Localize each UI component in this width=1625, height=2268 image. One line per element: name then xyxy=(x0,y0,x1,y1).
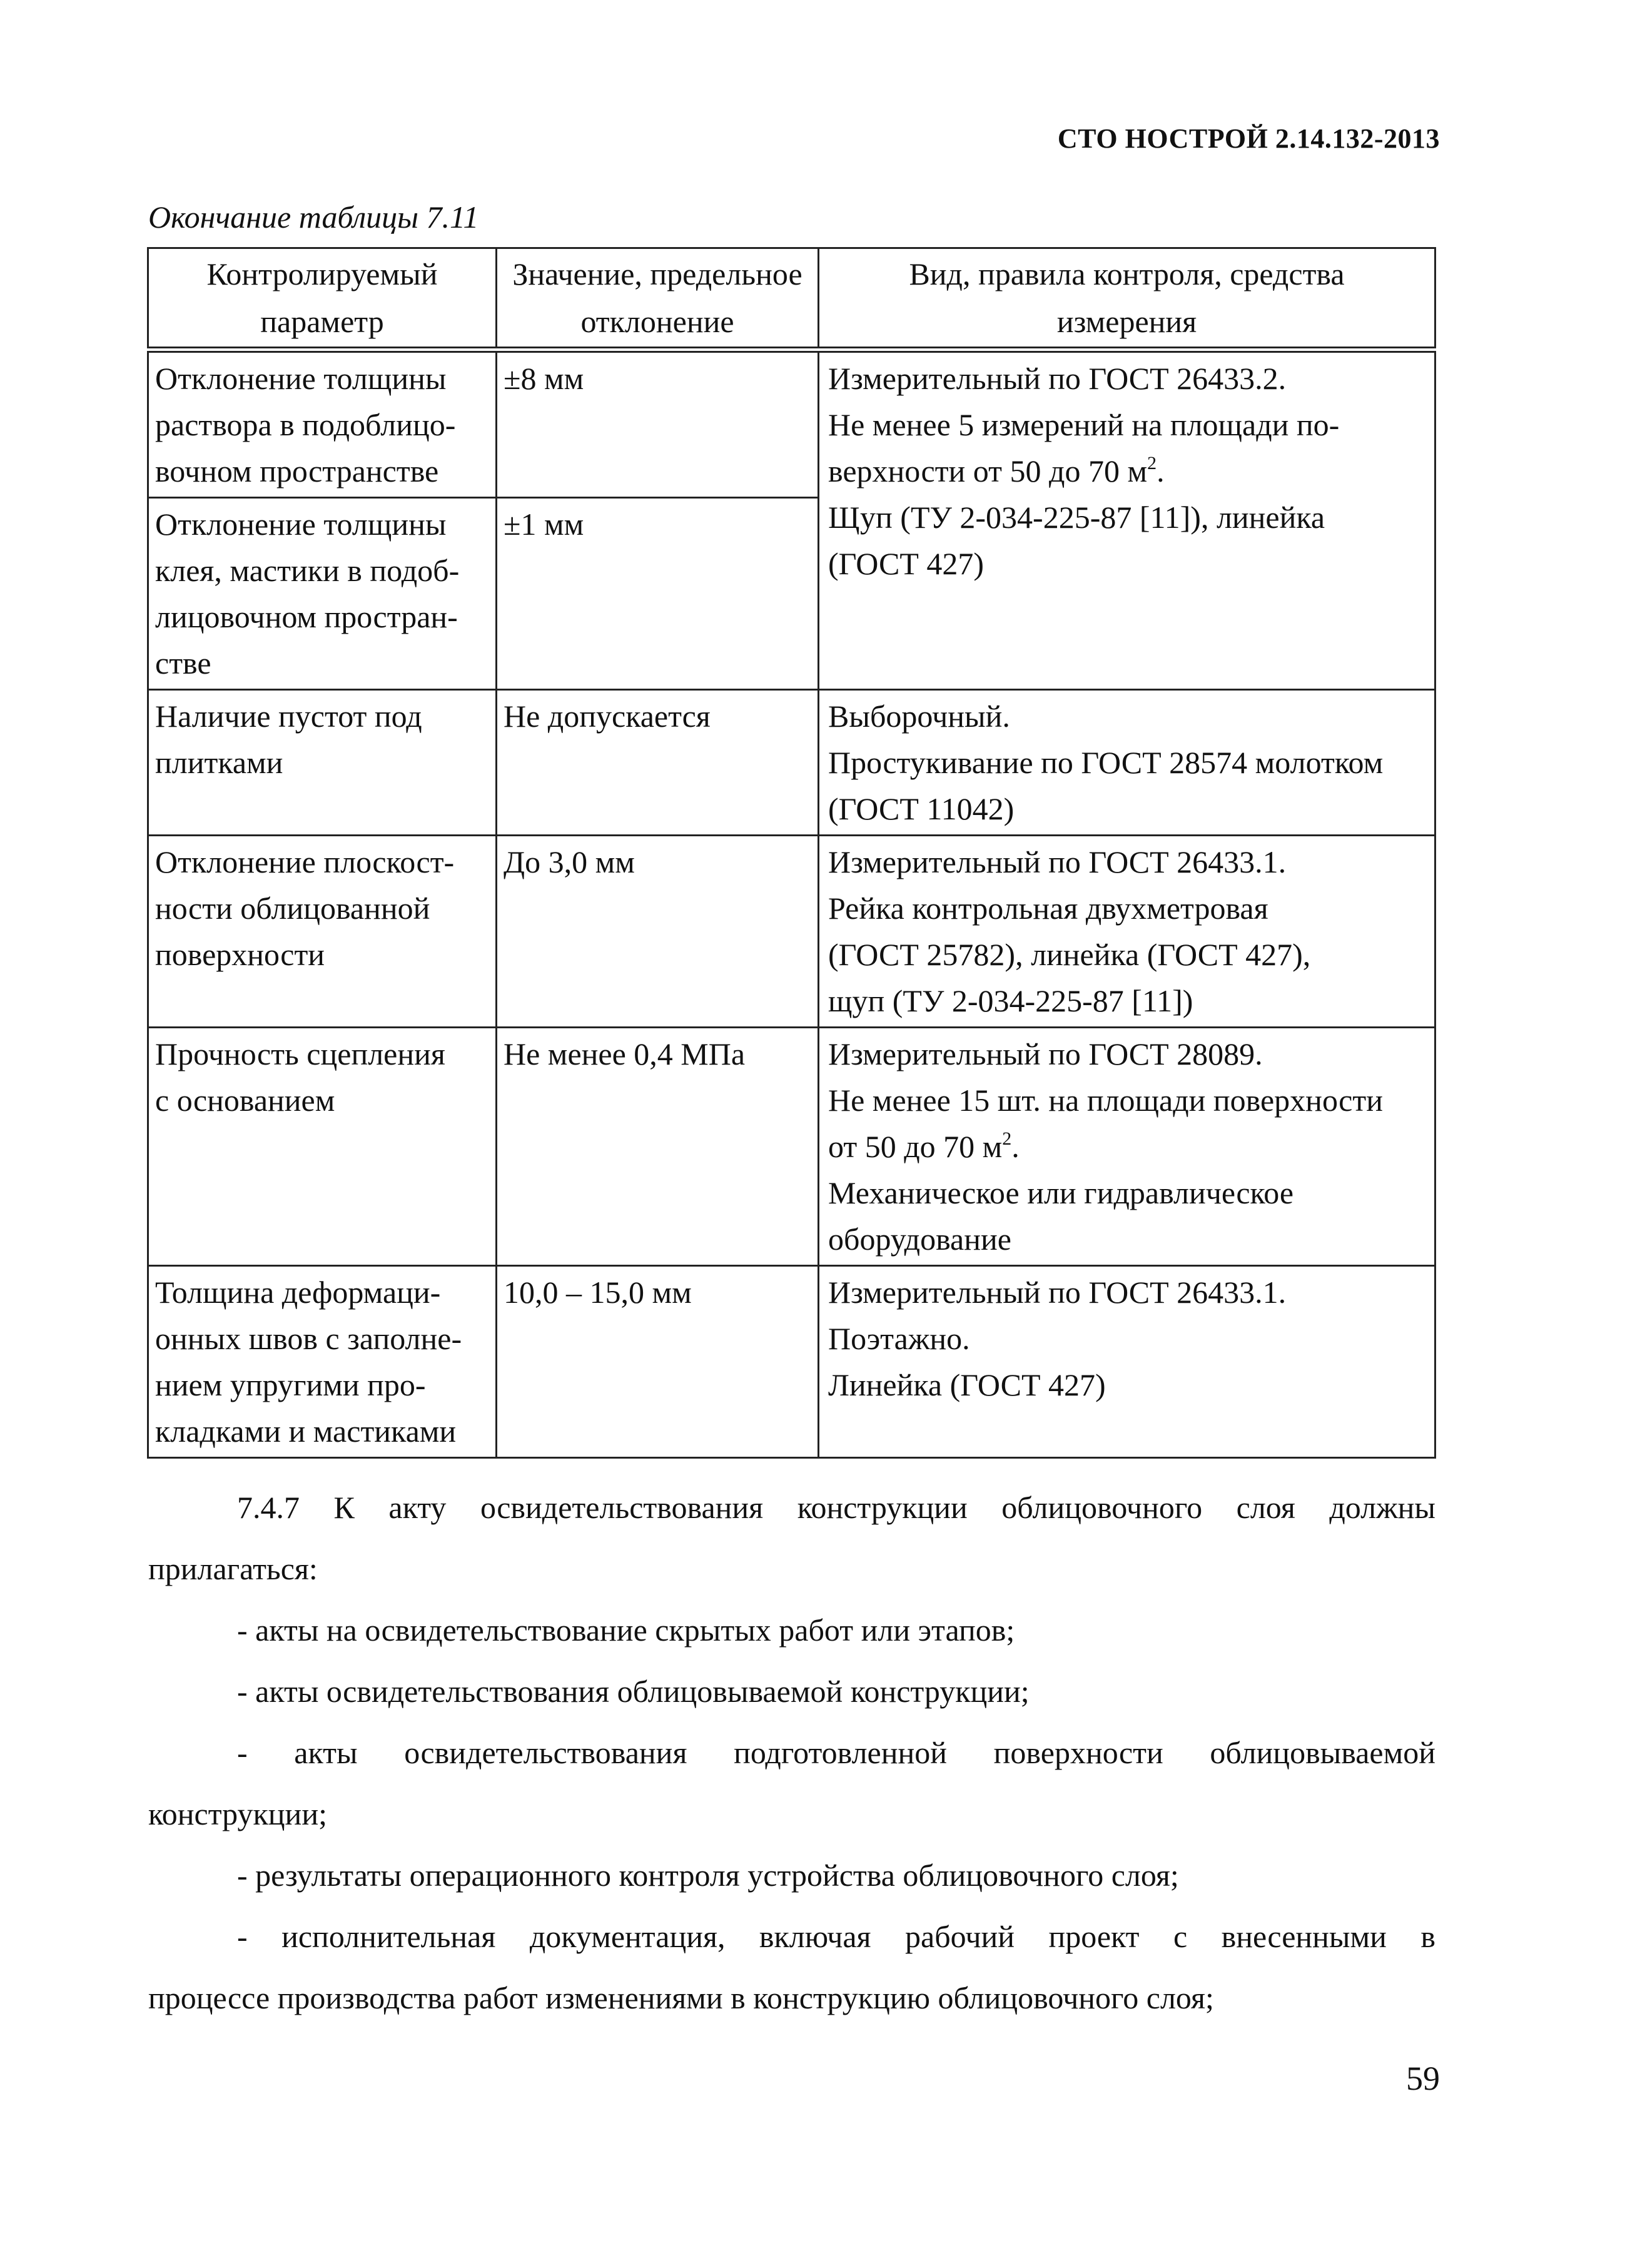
control-table xyxy=(147,247,1436,1459)
header-line: Значение, предельное xyxy=(512,256,802,291)
value-cell xyxy=(497,690,819,836)
superscript: 2 xyxy=(1147,453,1157,473)
cell-line: онных швов с заполне- xyxy=(155,1321,462,1356)
cell-line: кладками и мастиками xyxy=(155,1414,457,1449)
cell-text-tail: . xyxy=(1011,1129,1020,1164)
cell-line: стве xyxy=(155,645,211,681)
text-line: 7.4.7 К акту освидетельствования конструкции облицовочного слоя должны xyxy=(237,1490,1435,1525)
cell-line: Толщина деформаци- xyxy=(155,1275,441,1310)
cell-line: Измерительный по ГОСТ 26433.2. xyxy=(828,361,1287,396)
value-cell xyxy=(497,1028,819,1266)
cell-line: Не менее 0,4 МПа xyxy=(504,1036,746,1071)
cell-line: Отклонение толщины xyxy=(155,507,447,542)
list-item xyxy=(148,1722,1435,1845)
method-cell-merged xyxy=(819,350,1435,690)
cell-line: Не менее 5 измерений на площади по- xyxy=(828,407,1340,442)
cell-line: Поэтажно. xyxy=(828,1321,970,1356)
cell-line: (ГОСТ 427) xyxy=(828,546,985,581)
method-cell xyxy=(819,1266,1435,1458)
column-header-value xyxy=(497,248,819,350)
cell-line: лицовочном простран- xyxy=(155,599,458,634)
table-row xyxy=(148,1266,1435,1458)
param-cell xyxy=(148,836,497,1028)
cell-line: с основанием xyxy=(155,1083,335,1118)
table-row xyxy=(148,690,1435,836)
param-cell xyxy=(148,350,497,498)
value-cell xyxy=(497,1266,819,1458)
method-cell xyxy=(819,1028,1435,1266)
cell-line: Отклонение плоскост- xyxy=(155,844,455,879)
text-line: процессе производства работ изменениями в конструкцию облицовочного слоя; xyxy=(148,1980,1214,2015)
cell-line: Отклонение толщины xyxy=(155,361,447,396)
list-item xyxy=(148,1599,1435,1661)
table-row xyxy=(148,350,1435,498)
cell-line: Не менее 15 шт. на площади поверхности xyxy=(828,1083,1383,1118)
cell-line: ности облицованной xyxy=(155,891,430,926)
table-row xyxy=(148,1028,1435,1266)
cell-line: ±1 мм xyxy=(504,507,584,542)
cell-line: Прочность сцепления xyxy=(155,1036,445,1071)
document-code-header: СТО НОСТРОЙ 2.14.132-2013 xyxy=(1057,123,1440,154)
method-cell xyxy=(819,836,1435,1028)
header-line: отклонение xyxy=(580,304,734,339)
cell-line: (ГОСТ 25782), линейка (ГОСТ 427), xyxy=(828,937,1311,972)
text-line: прилагаться: xyxy=(148,1551,318,1586)
param-cell xyxy=(148,1028,497,1266)
cell-line: Механическое или гидравлическое xyxy=(828,1175,1294,1210)
cell-line: (ГОСТ 11042) xyxy=(828,791,1015,826)
text-line: конструкции; xyxy=(148,1796,327,1831)
text-line: - результаты операционного контроля устройства облицовочного слоя; xyxy=(237,1858,1179,1893)
cell-line: нием упругими про- xyxy=(155,1367,426,1402)
cell-line: Наличие пустот под xyxy=(155,699,422,734)
cell-line: оборудование xyxy=(828,1222,1011,1257)
column-header-method xyxy=(819,248,1435,350)
column-header-parameter xyxy=(148,248,497,350)
body-paragraph-intro xyxy=(148,1477,1435,1599)
cell-line: Щуп (ТУ 2-034-225-87 [11]), линейка xyxy=(828,500,1325,535)
cell-line: Не допускается xyxy=(504,699,711,734)
list-item xyxy=(148,1845,1435,1906)
header-line: измерения xyxy=(1056,304,1197,339)
cell-line: поверхности xyxy=(155,937,325,972)
value-cell xyxy=(497,350,819,498)
cell-line: Выборочный. xyxy=(828,699,1010,734)
cell-line: вочном пространстве xyxy=(155,453,439,489)
cell-line: ±8 мм xyxy=(504,361,584,396)
table-row xyxy=(148,836,1435,1028)
table-caption: Окончание таблицы 7.11 xyxy=(148,200,479,235)
value-cell xyxy=(497,498,819,690)
cell-text: верхности от 50 до 70 м xyxy=(828,453,1148,489)
cell-line: Измерительный по ГОСТ 26433.1. xyxy=(828,844,1287,879)
cell-line: Линейка (ГОСТ 427) xyxy=(828,1367,1106,1402)
text-line: - исполнительная документация, включая рабочий проект с внесенными в xyxy=(237,1919,1435,1954)
cell-line-with-sup xyxy=(828,448,1429,494)
text-line: - акты освидетельствования облицовываемой конструкции; xyxy=(237,1674,1030,1709)
cell-text: от 50 до 70 м xyxy=(828,1129,1003,1164)
cell-line: щуп (ТУ 2-034-225-87 [11]) xyxy=(828,983,1193,1018)
text-line: - акты на освидетельствование скрытых работ или этапов; xyxy=(237,1612,1015,1648)
header-line: параметр xyxy=(260,304,384,339)
list-item xyxy=(148,1661,1435,1722)
cell-line: Рейка контрольная двухметровая xyxy=(828,891,1268,926)
cell-line: клея, мастики в подоб- xyxy=(155,553,460,588)
header-line: Вид, правила контроля, средства xyxy=(909,256,1345,291)
list-item xyxy=(148,1906,1435,2028)
page-number: 59 xyxy=(1406,2060,1440,2097)
param-cell xyxy=(148,498,497,690)
cell-line: До 3,0 мм xyxy=(504,844,635,879)
cell-line: раствора в подоблицо- xyxy=(155,407,456,442)
cell-line-with-sup xyxy=(828,1123,1429,1170)
param-cell xyxy=(148,1266,497,1458)
param-cell xyxy=(148,690,497,836)
cell-line: Простукивание по ГОСТ 28574 молотком xyxy=(828,745,1384,780)
cell-line: 10,0 – 15,0 мм xyxy=(504,1275,692,1310)
cell-line: плитками xyxy=(155,745,283,780)
cell-line: Измерительный по ГОСТ 26433.1. xyxy=(828,1275,1287,1310)
cell-text-tail: . xyxy=(1157,453,1165,489)
method-cell xyxy=(819,690,1435,836)
cell-line: Измерительный по ГОСТ 28089. xyxy=(828,1036,1263,1071)
table-header-row xyxy=(148,248,1435,350)
value-cell xyxy=(497,836,819,1028)
superscript: 2 xyxy=(1002,1128,1012,1149)
text-line: - акты освидетельствования подготовленной поверхности облицовываемой xyxy=(237,1735,1435,1770)
header-line: Контролируемый xyxy=(206,256,438,291)
